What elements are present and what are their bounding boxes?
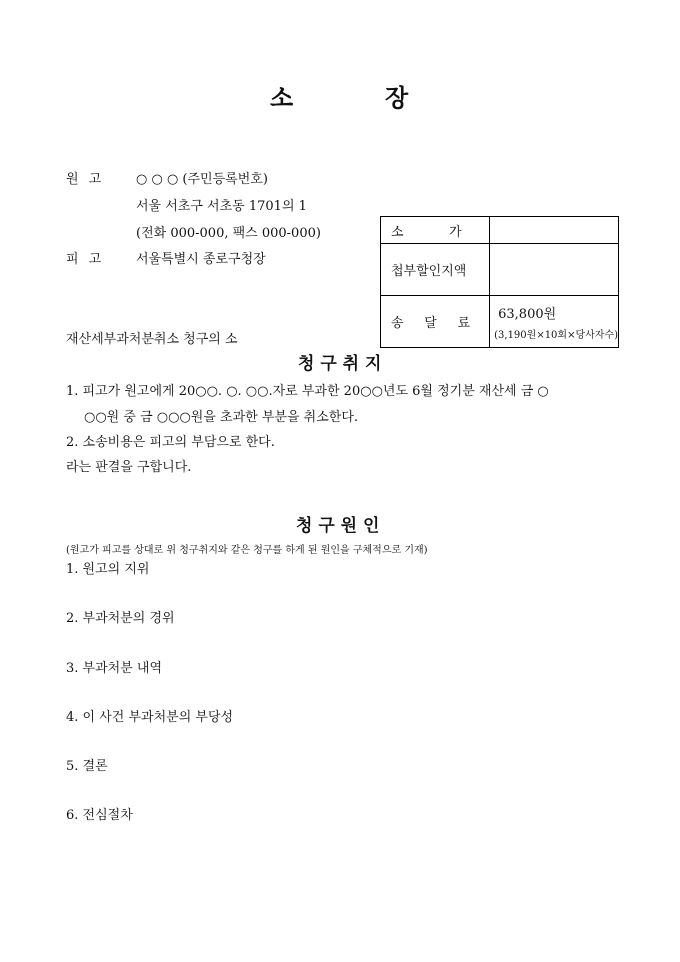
cause-item-3: 3. 부과처분 내역 [66, 661, 163, 676]
plaintiff-address: 서울 서초구 서초동 1701의 1 [136, 199, 307, 214]
fee-row-stamp [381, 244, 619, 296]
fee-value-stamp [490, 244, 619, 296]
fee-value-delivery-note: (3,190원×10회×당사자수) [494, 329, 618, 341]
purpose-item-1-line-2: ○○원 중 금 ○○○원을 초과한 부분을 취소한다. [84, 410, 359, 425]
cause-note: (원고가 피고를 상대로 위 청구취지와 같은 청구를 하게 된 원인을 구체적으로 기재) [66, 545, 428, 556]
title-char-2: 장 [385, 83, 409, 112]
fee-value-delivery-cell [490, 296, 619, 348]
defendant-label: 피 고 [66, 252, 102, 267]
fee-label-amount: 소 가 [381, 217, 490, 244]
cause-item-5: 5. 결론 [66, 759, 108, 774]
fee-label-stamp: 첩부할인지액 [381, 244, 490, 296]
purpose-heading: 청 구 취 지 [298, 354, 382, 374]
fee-label-delivery: 송 달 료 [381, 296, 490, 348]
fee-row-delivery [381, 296, 619, 348]
cause-item-4: 4. 이 사건 부과처분의 부당성 [66, 710, 234, 725]
plaintiff-contact: (전화 000-000, 팩스 000-000) [136, 226, 321, 241]
purpose-item-1-line-1: 1. 피고가 원고에게 20○○. ○. ○○.자로 부과한 20○○년도 6월 정기분 재산세 금 ○ [66, 384, 549, 399]
defendant-name: 서울특별시 종로구청장 [136, 252, 266, 267]
fee-value-amount [490, 217, 619, 244]
fee-table [380, 216, 619, 348]
cause-item-1: 1. 원고의 지위 [66, 562, 150, 577]
cause-item-2: 2. 부과처분의 경위 [66, 611, 175, 626]
title-char-1: 소 [270, 83, 294, 112]
fee-row-amount [381, 217, 619, 244]
purpose-item-2: 2. 소송비용은 피고의 부담으로 한다. [66, 435, 275, 450]
fee-value-delivery: 63,800원 [498, 306, 557, 322]
cause-item-6: 6. 전심절차 [66, 808, 133, 823]
document-title [0, 78, 680, 112]
purpose-closing: 라는 판결을 구합니다. [66, 460, 192, 475]
cause-heading: 청 구 원 인 [296, 516, 380, 536]
plaintiff-label: 원 고 [66, 172, 102, 187]
case-name: 재산세부과처분취소 청구의 소 [66, 332, 238, 347]
plaintiff-name: ○ ○ ○ (주민등록번호) [136, 172, 268, 187]
